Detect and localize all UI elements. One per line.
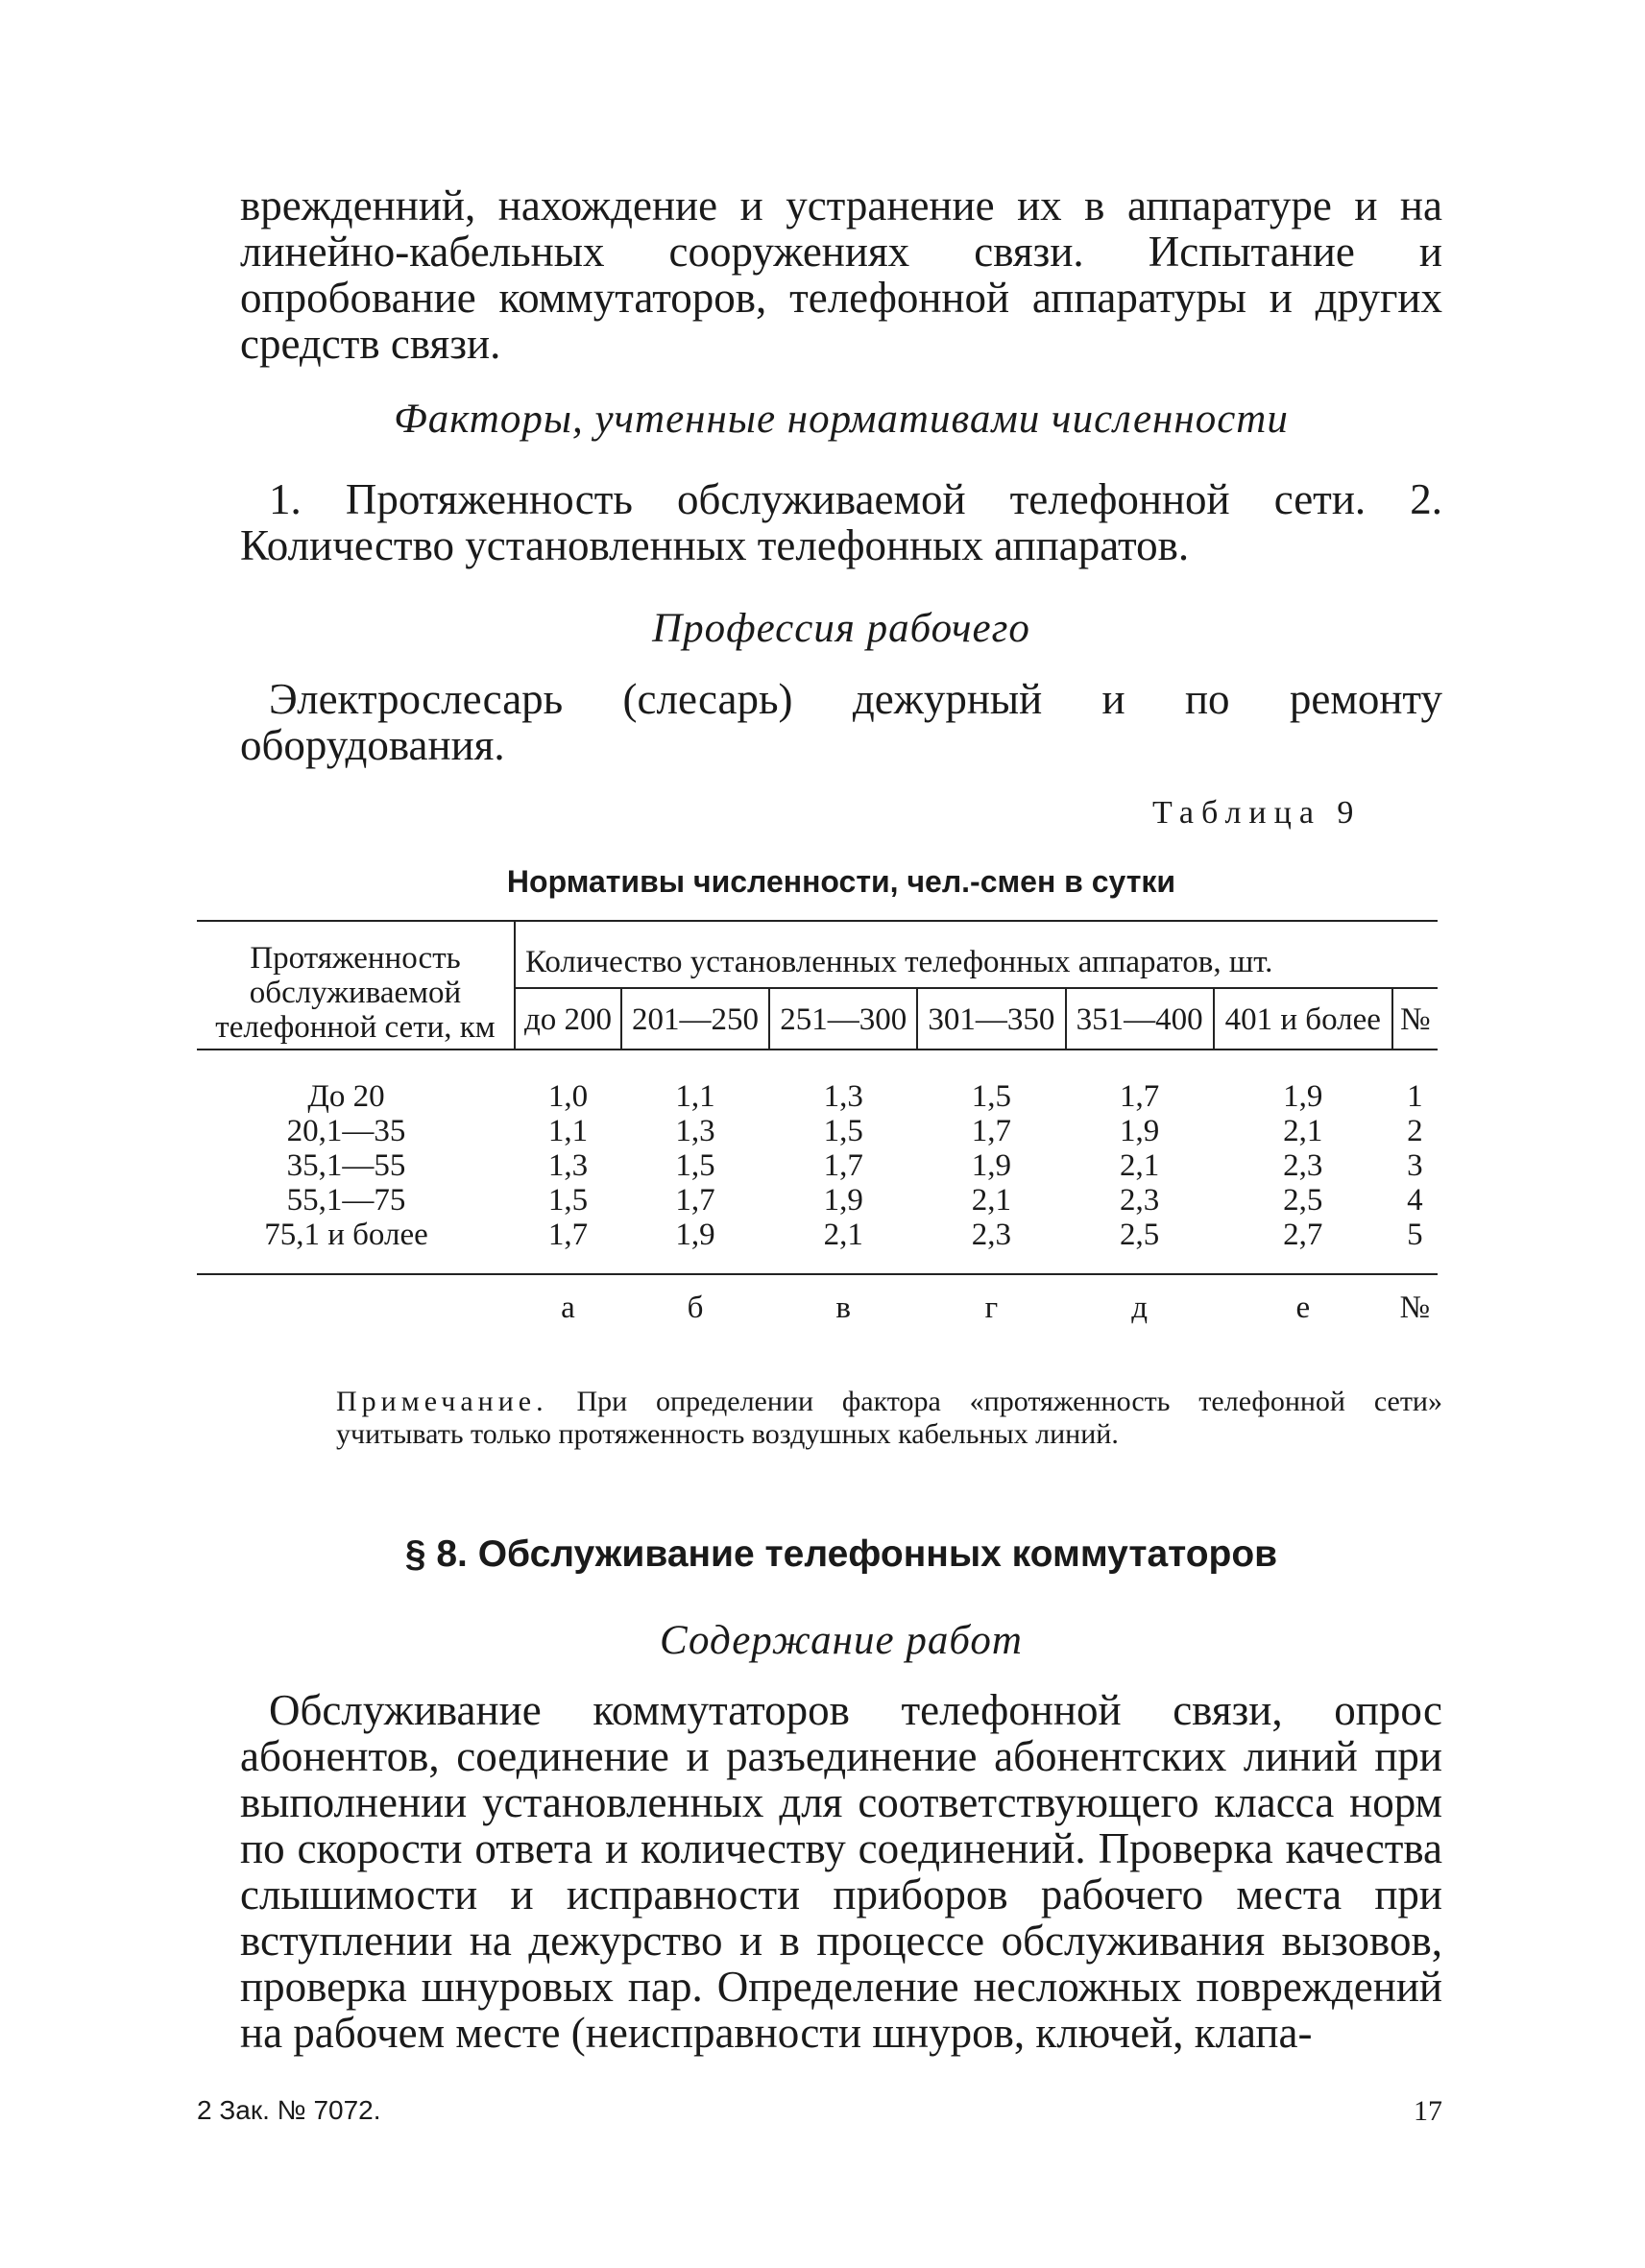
num-column-header: №	[1392, 988, 1438, 1050]
column-letter: а	[561, 1291, 575, 1325]
table-row	[197, 1050, 1438, 1114]
section-subheading: Содержание работ	[660, 1618, 1023, 1663]
row-number: 4	[1407, 1183, 1423, 1218]
table-row	[197, 1218, 1438, 1274]
table-row	[197, 1114, 1438, 1148]
table-cell: 1,7	[675, 1183, 715, 1218]
table-cell: 1,3	[675, 1114, 715, 1148]
row-label: До 20	[307, 1079, 385, 1114]
column-letters-row	[197, 1274, 1438, 1325]
table-cell: 2,7	[1214, 1218, 1392, 1274]
table-cell: 2,1	[971, 1183, 1012, 1218]
row-header: Протяженность обслуживаемой телефонной сети, км	[197, 921, 515, 1050]
note-text: При определении фактора «протяженность телефонной сети» учитывать только протяженность воздушных кабельных линий.	[336, 1386, 1442, 1450]
row-label: 55,1—75	[286, 1183, 406, 1218]
table-cell: 2,3	[1283, 1148, 1323, 1183]
profession-heading: Профессия рабочего	[652, 606, 1030, 651]
section-paragraph: Обслуживание коммутаторов телефонной связи, опрос абонентов, соединение и разъединение абонентских линий при выполнении установленных для соответствующего класса норм по скорости ответа и количеству соединений. Проверка качества слышимости и исправности приборов рабочего места при вступлении на дежурство и в процессе обслуживания вызовов, проверка шнуровых пар. Определение несложных повреждений на рабочем месте (неисправности шнуров, ключей, клапа-	[240, 1686, 1442, 2057]
column-letter: г	[984, 1291, 999, 1325]
table-cell: 1,5	[823, 1114, 863, 1148]
table-cell: 1,0	[547, 1079, 589, 1114]
column-header: 351—400	[1066, 988, 1214, 1050]
table-title: Нормативы численности, чел.-смен в сутки	[506, 864, 1176, 899]
print-order-footer: 2 Зак. № 7072.	[197, 2095, 381, 2125]
norms-table	[197, 920, 1438, 1325]
row-label: 35,1—55	[286, 1148, 406, 1183]
table-row	[197, 1183, 1438, 1218]
intro-paragraph: врежденний, нахождение и устранение их в аппаратуре и на линейно-кабельных сооружениях связи. Испытание и опробование коммутаторов, телефонной аппаратуры и других средств связи.	[240, 181, 1442, 368]
table-cell: 1,9	[1119, 1114, 1160, 1148]
factors-paragraph: 1. Протяженность обслуживаемой телефонной сети. 2. Количество установленных телефонных аппаратов.	[240, 475, 1442, 569]
row-label: 75,1 и более	[197, 1218, 515, 1274]
table-cell: 1,7	[971, 1114, 1012, 1148]
column-letter: е	[1295, 1291, 1311, 1325]
row-number: 5	[1392, 1218, 1438, 1274]
table-cell: 1,1	[675, 1079, 715, 1114]
table-cell: 1,5	[547, 1183, 589, 1218]
section-title: § 8. Обслуживание телефонных коммутаторов	[404, 1533, 1278, 1575]
table-cell: 2,1	[1283, 1114, 1323, 1148]
column-header: 251—300	[769, 988, 917, 1050]
table-cell: 2,5	[1066, 1218, 1214, 1274]
table-cell: 1,9	[971, 1148, 1012, 1183]
column-header: до 200	[515, 988, 621, 1050]
table-cell: 2,3	[1119, 1183, 1160, 1218]
table-cell: 1,9	[823, 1183, 863, 1218]
table-cell: 2,1	[1119, 1148, 1160, 1183]
column-letter: д	[1131, 1291, 1148, 1325]
table-cell: 1,7	[1119, 1079, 1160, 1114]
table-cell: 2,5	[1283, 1183, 1323, 1218]
table-cell: 1,7	[515, 1218, 621, 1274]
column-header: 301—350	[917, 988, 1065, 1050]
table-cell: 1,7	[823, 1148, 863, 1183]
table-cell: 1,9	[1283, 1079, 1323, 1114]
table-cell: 2,3	[917, 1218, 1065, 1274]
table-cell: 1,5	[971, 1079, 1012, 1114]
page-number: 17	[1414, 2095, 1442, 2127]
table-note	[336, 1386, 1442, 1451]
table-label: Таблица 9	[1152, 795, 1362, 831]
table-row	[197, 1148, 1438, 1183]
table-cell: 1,9	[621, 1218, 769, 1274]
column-header: 201—250	[621, 988, 769, 1050]
profession-paragraph: Электрослесарь (слесарь) дежурный и по ремонту оборудования.	[240, 675, 1442, 769]
table-cell: 1,3	[823, 1079, 863, 1114]
column-letters-num: №	[1399, 1291, 1431, 1325]
factors-heading: Факторы, учтенные нормативами численности	[394, 397, 1289, 442]
row-label: 20,1—35	[286, 1114, 406, 1148]
column-letter: б	[687, 1291, 704, 1325]
table-cell: 1,5	[675, 1148, 715, 1183]
note-label: Примечание.	[336, 1386, 548, 1417]
row-number: 1	[1407, 1079, 1423, 1114]
row-number: 2	[1407, 1114, 1423, 1148]
table-cell: 1,3	[547, 1148, 589, 1183]
row-number: 3	[1407, 1148, 1423, 1183]
table-cell: 1,1	[547, 1114, 589, 1148]
column-letter: в	[835, 1291, 852, 1325]
column-header: 401 и более	[1214, 988, 1392, 1050]
table-cell: 2,1	[769, 1218, 917, 1274]
group-header: Количество установленных телефонных аппаратов, шт.	[515, 921, 1438, 988]
